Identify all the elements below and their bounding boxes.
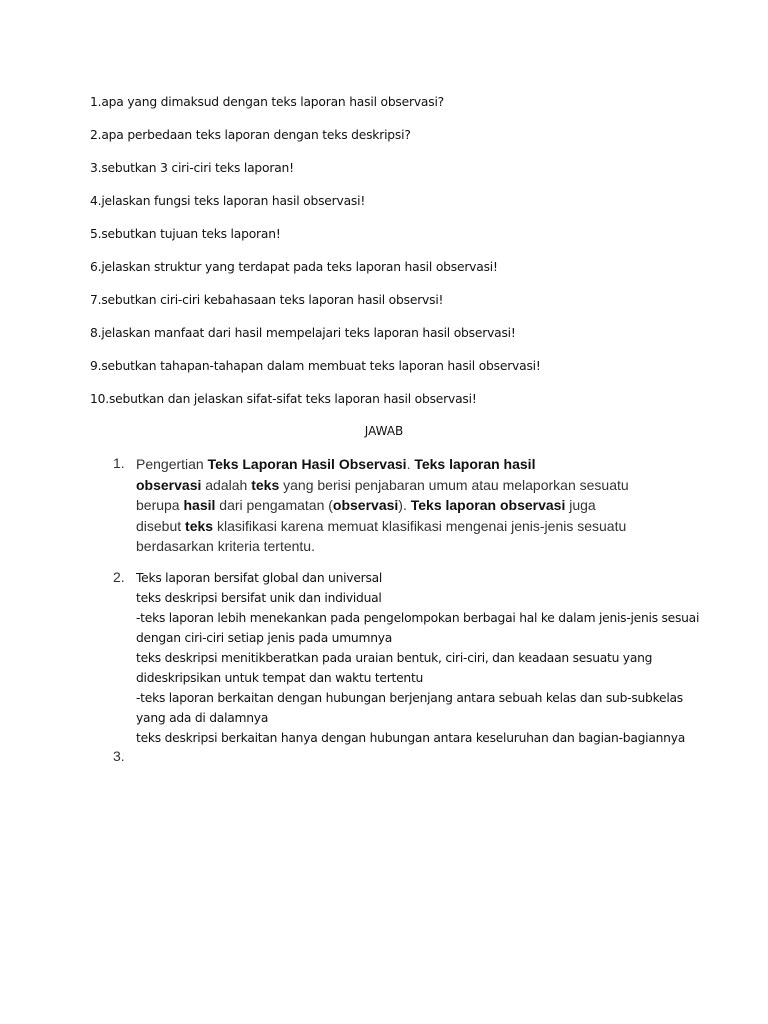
answer-2-text: [136, 568, 699, 748]
answer-2-line: teks deskripsi berkaitan hanya dengan hubungan antara keseluruhan dan bagian-bagiannya: [136, 731, 686, 745]
answer-2-number: 2.: [113, 569, 125, 585]
answer-1-segment: klasifikasi karena memuat klasifikasi mengenai jenis-jenis sesuatu: [213, 517, 627, 534]
question-6: 6.jelaskan struktur yang terdapat pada teks laporan hasil observasi!: [90, 260, 498, 274]
answer-2-line: -teks laporan lebih menekankan pada pengelompokan berbagai hal ke dalam jenis-jenis sesuai: [136, 611, 700, 625]
question-10: 10.sebutkan dan jelaskan sifat-sifat teks laporan hasil observasi!: [90, 392, 477, 406]
answer-1-segment: .: [406, 456, 415, 472]
answer-1-segment: ).: [398, 497, 411, 513]
question-2: 2.apa perbedaan teks laporan dengan teks deskripsi?: [90, 128, 411, 142]
answer-1-line: [136, 536, 656, 557]
answer-1-text: [136, 454, 656, 557]
answer-1-segment: dari pengamatan (: [215, 497, 333, 513]
answer-1-segment: berupa: [136, 497, 184, 513]
answer-1-line: [136, 516, 656, 537]
answer-1-segment: berdasarkan kriteria tertentu.: [136, 538, 315, 554]
answer-2-line: yang ada di dalamnya: [136, 711, 269, 725]
question-7: 7.sebutkan ciri-ciri kebahasaan teks laporan hasil observsi!: [90, 293, 444, 307]
question-8: 8.jelaskan manfaat dari hasil mempelajari teks laporan hasil observasi!: [90, 326, 516, 340]
question-4: 4.jelaskan fungsi teks laporan hasil observasi!: [90, 194, 366, 208]
answer-1-bold-segment: hasil: [183, 497, 216, 513]
answer-1-bold-segment: observasi: [136, 476, 202, 493]
answer-1-bold-segment: Teks Laporan Hasil Observasi: [207, 456, 407, 472]
answer-1-bold-segment: teks: [185, 517, 214, 534]
answer-2-line: dengan ciri-ciri setiap jenis pada umumnya: [136, 631, 393, 645]
answer-1-segment: adalah: [201, 476, 252, 493]
answer-1-bold-segment: teks: [251, 476, 280, 493]
answer-2-line: -teks laporan berkaitan dengan hubungan berjenjang antara sebuah kelas dan sub-subkelas: [136, 691, 683, 705]
question-9: 9.sebutkan tahapan-tahapan dalam membuat teks laporan hasil observasi!: [90, 359, 541, 373]
answer-1-line: [136, 495, 656, 516]
answer-1-line: [136, 475, 656, 496]
answer-3-number: 3.: [113, 748, 125, 764]
question-5: 5.sebutkan tujuan teks laporan!: [90, 227, 281, 241]
answer-2-line: teks deskripsi bersifat unik dan individual: [136, 591, 382, 605]
answer-1-bold-segment: Teks laporan hasil: [414, 456, 536, 472]
answer-1-segment: yang berisi penjabaran umum atau melaporkan sesuatu: [279, 476, 629, 493]
answer-1-bold-segment: Teks laporan observasi: [410, 497, 566, 513]
answers-heading: JAWAB: [364, 424, 404, 438]
answer-1-segment: juga: [565, 497, 596, 513]
answer-2-line: dideskripsikan untuk tempat dan waktu tertentu: [136, 671, 424, 685]
answer-1-line: [136, 454, 656, 475]
question-1: 1.apa yang dimaksud dengan teks laporan hasil observasi?: [90, 95, 445, 109]
question-3: 3.sebutkan 3 ciri-ciri teks laporan!: [90, 161, 294, 175]
answer-2-line: Teks laporan bersifat global dan universal: [136, 571, 383, 585]
answer-2-line: teks deskripsi menitikberatkan pada uraian bentuk, ciri-ciri, dan keadaan sesuatu yang: [136, 651, 653, 665]
answer-1-segment: disebut: [136, 517, 186, 534]
answer-1-segment: Pengertian: [136, 456, 208, 472]
answer-1-number: 1.: [113, 455, 125, 471]
answer-1-bold-segment: observasi: [332, 497, 399, 513]
